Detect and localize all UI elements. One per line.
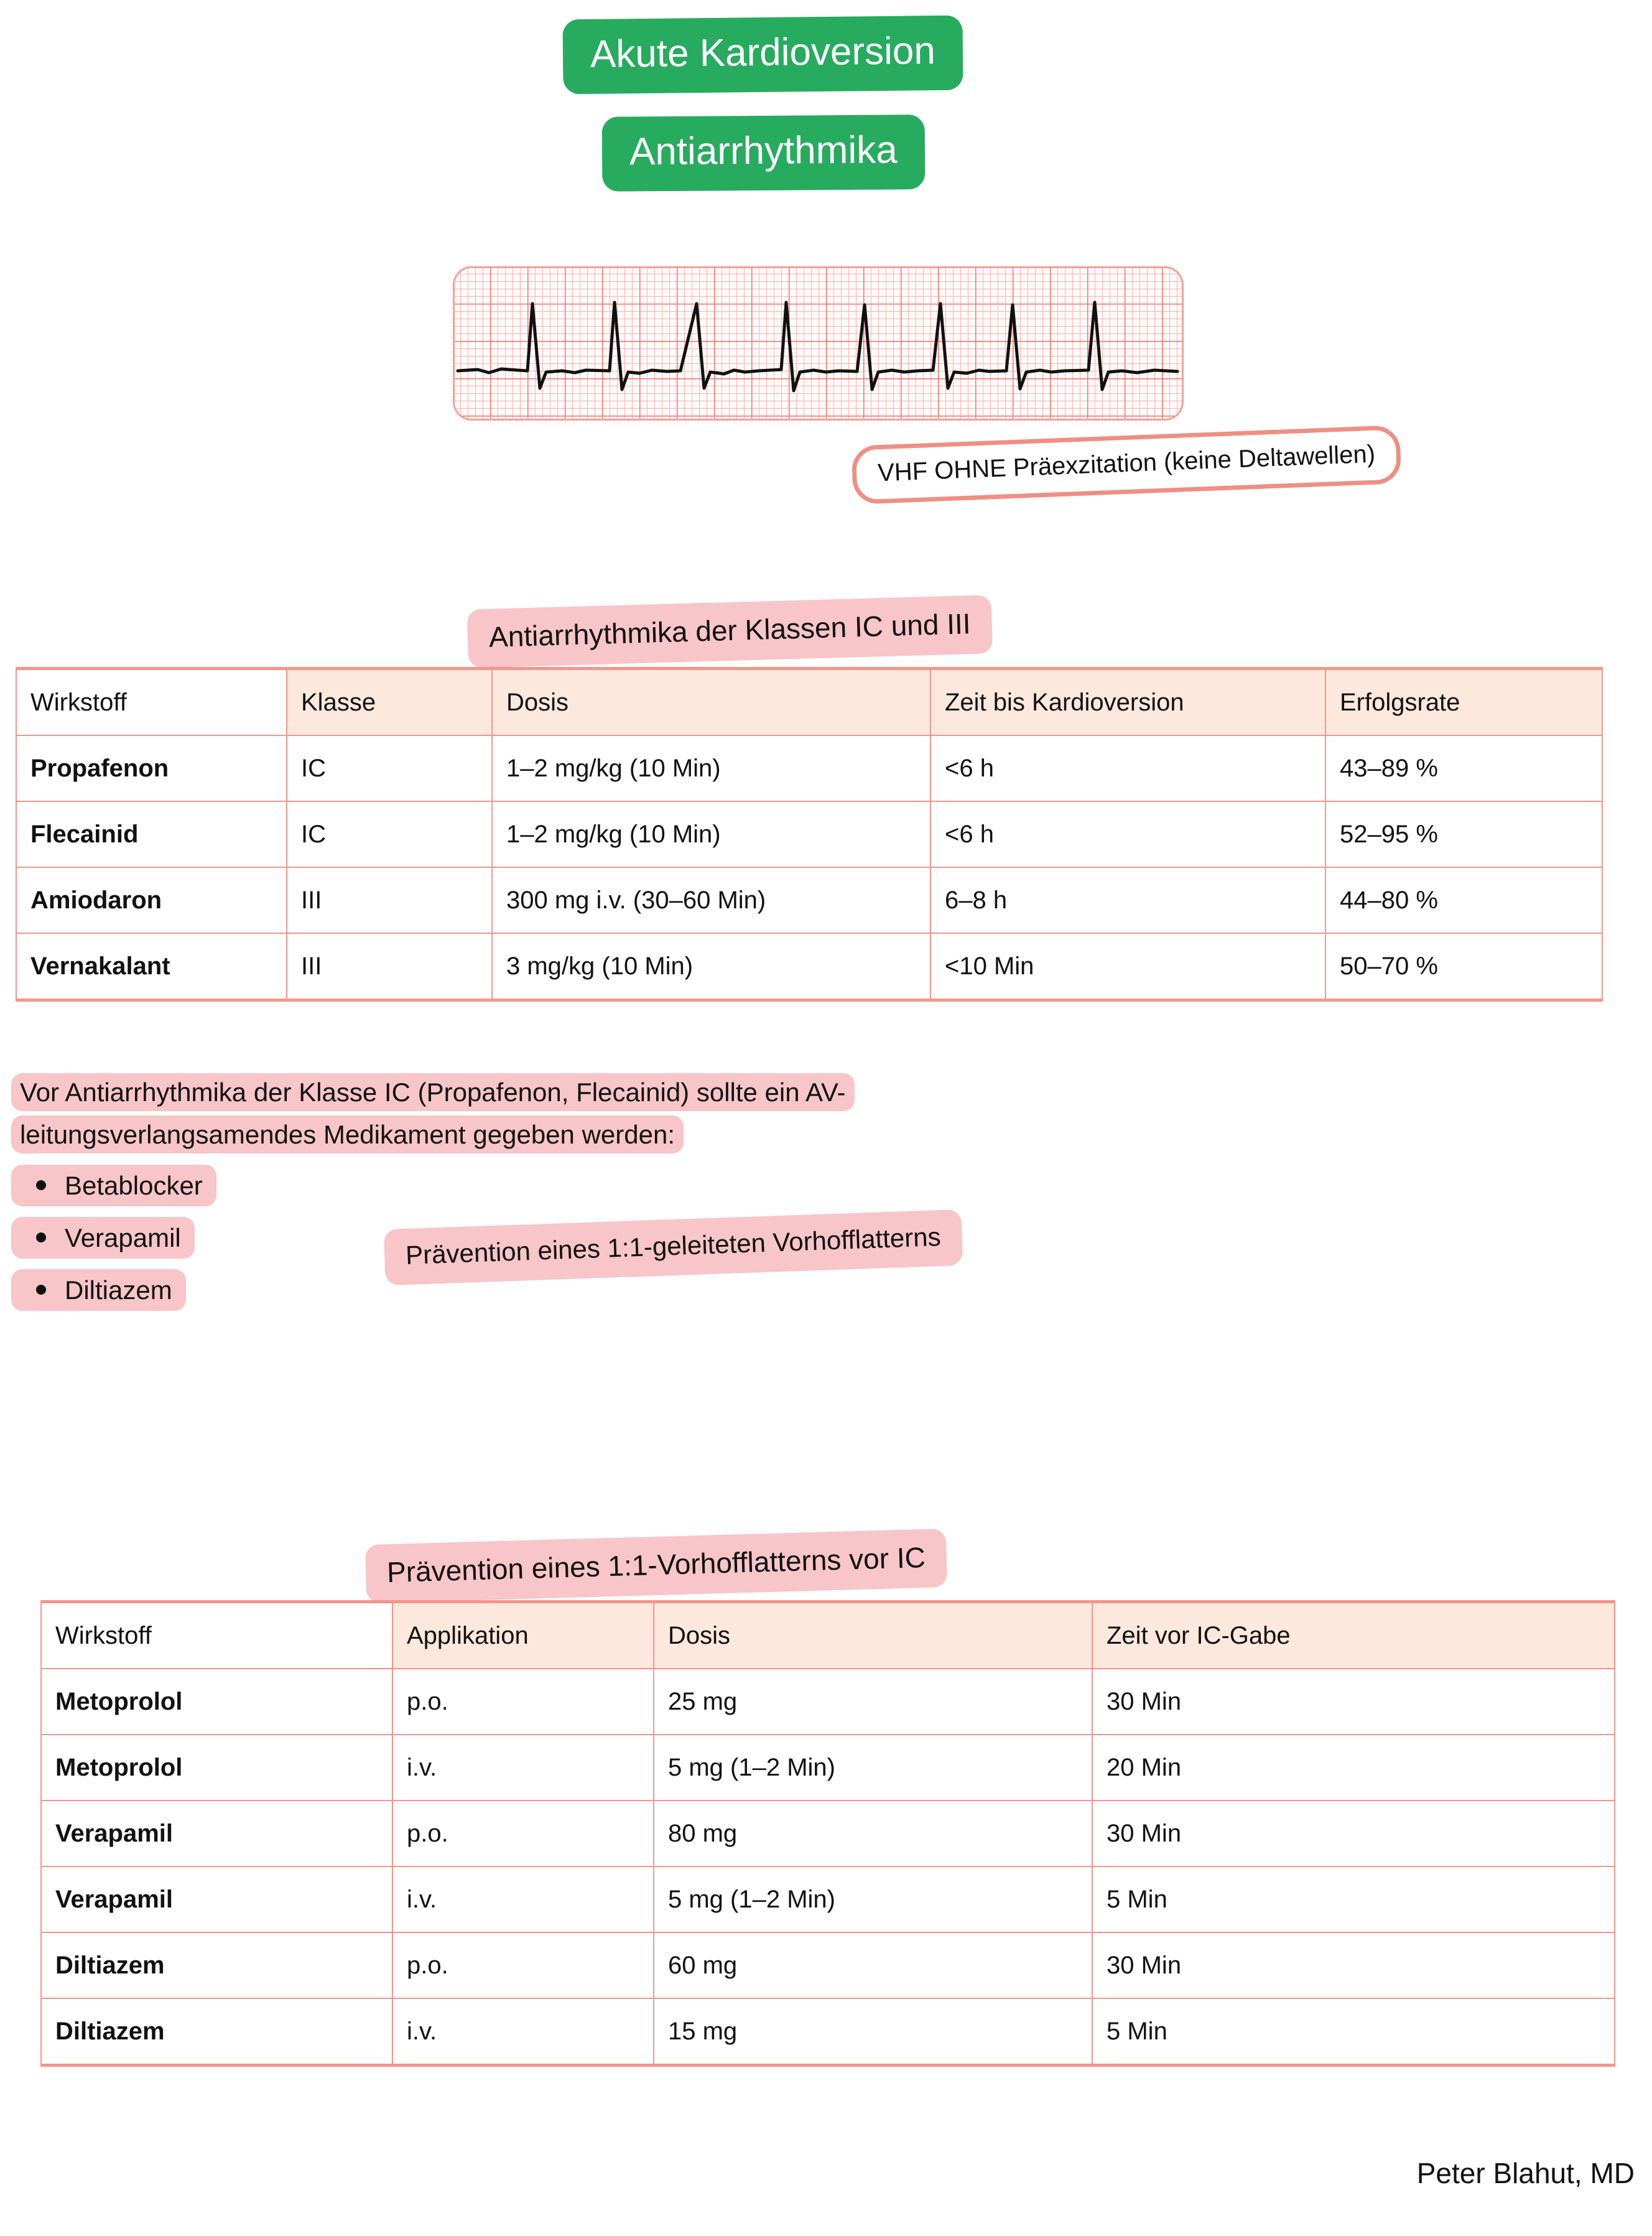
cell-dose: 5 mg (1–2 Min) — [654, 1735, 1092, 1800]
ecg-waveform — [453, 266, 1184, 421]
cell-time: 20 Min — [1092, 1735, 1615, 1800]
table-row — [16, 801, 1602, 867]
pretreatment-table — [40, 1600, 1615, 2067]
cell-drug: Propafenon — [16, 735, 287, 801]
column-header-dosis: Dosis — [654, 1602, 1092, 1669]
cell-success: 50–70 % — [1325, 933, 1602, 1000]
note-paragraph — [11, 1071, 1193, 1156]
cell-time: <10 Min — [930, 933, 1325, 1000]
cell-drug: Diltiazem — [41, 1932, 392, 1998]
table-row — [41, 1998, 1615, 2066]
pretreatment-note — [11, 1071, 1193, 1321]
cell-dose: 300 mg i.v. (30–60 Min) — [492, 867, 930, 933]
cell-drug: Vernakalant — [16, 933, 287, 1000]
cell-drug: Amiodaron — [16, 867, 287, 933]
cell-dose: 5 mg (1–2 Min) — [654, 1866, 1092, 1932]
cell-dose: 80 mg — [654, 1800, 1092, 1866]
column-header-zeit: Zeit bis Kardioversion — [930, 669, 1325, 736]
column-header-erfolgsrate: Erfolgsrate — [1325, 669, 1602, 736]
note-line-1: Vor Antiarrhythmika der Klasse IC (Propafenon, Flecainid) sollte ein AV- — [11, 1073, 855, 1111]
table-header-row — [16, 669, 1602, 736]
cell-route: p.o. — [392, 1800, 654, 1866]
list-item-label: Betablocker — [65, 1171, 203, 1201]
page-title-primary: Akute Kardioversion — [562, 16, 963, 95]
cell-class: IC — [287, 735, 492, 801]
column-header-wirkstoff: Wirkstoff — [16, 669, 287, 736]
author-signature: Peter Blahut, MD — [1416, 2157, 1635, 2189]
table-row — [41, 1932, 1615, 1998]
cell-success: 44–80 % — [1325, 867, 1602, 933]
list-item — [11, 1217, 195, 1259]
cell-time: 30 Min — [1092, 1800, 1615, 1866]
table-row — [41, 1800, 1615, 1866]
cell-dose: 3 mg/kg (10 Min) — [492, 933, 930, 1000]
cell-time: 5 Min — [1092, 1866, 1615, 1932]
column-header-klasse: Klasse — [287, 669, 492, 736]
list-item — [11, 1269, 186, 1311]
table-row — [41, 1866, 1615, 1932]
table-two-heading: Prävention eines 1:1-Vorhofflatterns vor IC — [365, 1529, 947, 1603]
cell-route: i.v. — [392, 1998, 654, 2066]
cell-dose: 25 mg — [654, 1669, 1092, 1735]
table-row — [41, 1735, 1615, 1800]
column-header-applikation: Applikation — [392, 1602, 654, 1669]
cell-dose: 1–2 mg/kg (10 Min) — [492, 801, 930, 867]
table-row — [16, 735, 1602, 801]
table-row — [16, 933, 1602, 1000]
cell-drug: Verapamil — [41, 1866, 392, 1932]
column-header-wirkstoff: Wirkstoff — [41, 1602, 392, 1669]
cell-route: i.v. — [392, 1735, 654, 1800]
table-row — [16, 867, 1602, 933]
cell-success: 52–95 % — [1325, 801, 1602, 867]
list-item-label: Verapamil — [65, 1223, 181, 1253]
column-header-zeit-vor-ic: Zeit vor IC-Gabe — [1092, 1602, 1615, 1669]
cell-dose: 15 mg — [654, 1998, 1092, 2066]
cell-drug: Metoprolol — [41, 1735, 392, 1800]
antiarrhythmics-table — [16, 667, 1603, 1002]
list-item-label: Diltiazem — [65, 1275, 172, 1305]
ecg-callout-label: VHF OHNE Präexzitation (keine Deltawellen) — [852, 425, 1402, 505]
table-one-heading: Antiarrhythmika der Klassen IC und III — [467, 595, 993, 668]
cell-time: 5 Min — [1092, 1998, 1615, 2066]
bullet-icon — [36, 1180, 46, 1190]
cell-route: i.v. — [392, 1866, 654, 1932]
cell-route: p.o. — [392, 1669, 654, 1735]
cell-time: <6 h — [930, 735, 1325, 801]
cell-drug: Flecainid — [16, 801, 287, 867]
column-header-dosis: Dosis — [492, 669, 930, 736]
ecg-strip-figure — [453, 266, 1184, 421]
cell-dose: 60 mg — [654, 1932, 1092, 1998]
cell-class: III — [287, 933, 492, 1000]
cell-drug: Diltiazem — [41, 1998, 392, 2066]
cell-class: III — [287, 867, 492, 933]
cell-dose: 1–2 mg/kg (10 Min) — [492, 735, 930, 801]
bullet-icon — [36, 1285, 46, 1295]
cell-time: 30 Min — [1092, 1932, 1615, 1998]
table-header-row — [41, 1602, 1615, 1669]
cell-route: p.o. — [392, 1932, 654, 1998]
ecg-grid-paper — [453, 266, 1184, 421]
cell-time: <6 h — [930, 801, 1325, 867]
cell-drug: Metoprolol — [41, 1669, 392, 1735]
table-row — [41, 1669, 1615, 1735]
cell-success: 43–89 % — [1325, 735, 1602, 801]
note-side-chip: Prävention eines 1:1-geleiteten Vorhofflatterns — [384, 1209, 963, 1285]
cell-time: 30 Min — [1092, 1669, 1615, 1735]
cell-class: IC — [287, 801, 492, 867]
bullet-icon — [36, 1232, 46, 1242]
page-title-secondary: Antiarrhythmika — [602, 114, 926, 192]
cell-time: 6–8 h — [930, 867, 1325, 933]
list-item — [11, 1165, 216, 1207]
cell-drug: Verapamil — [41, 1800, 392, 1866]
note-line-2: leitungsverlangsamendes Medikament gegeben werden: — [11, 1116, 684, 1153]
